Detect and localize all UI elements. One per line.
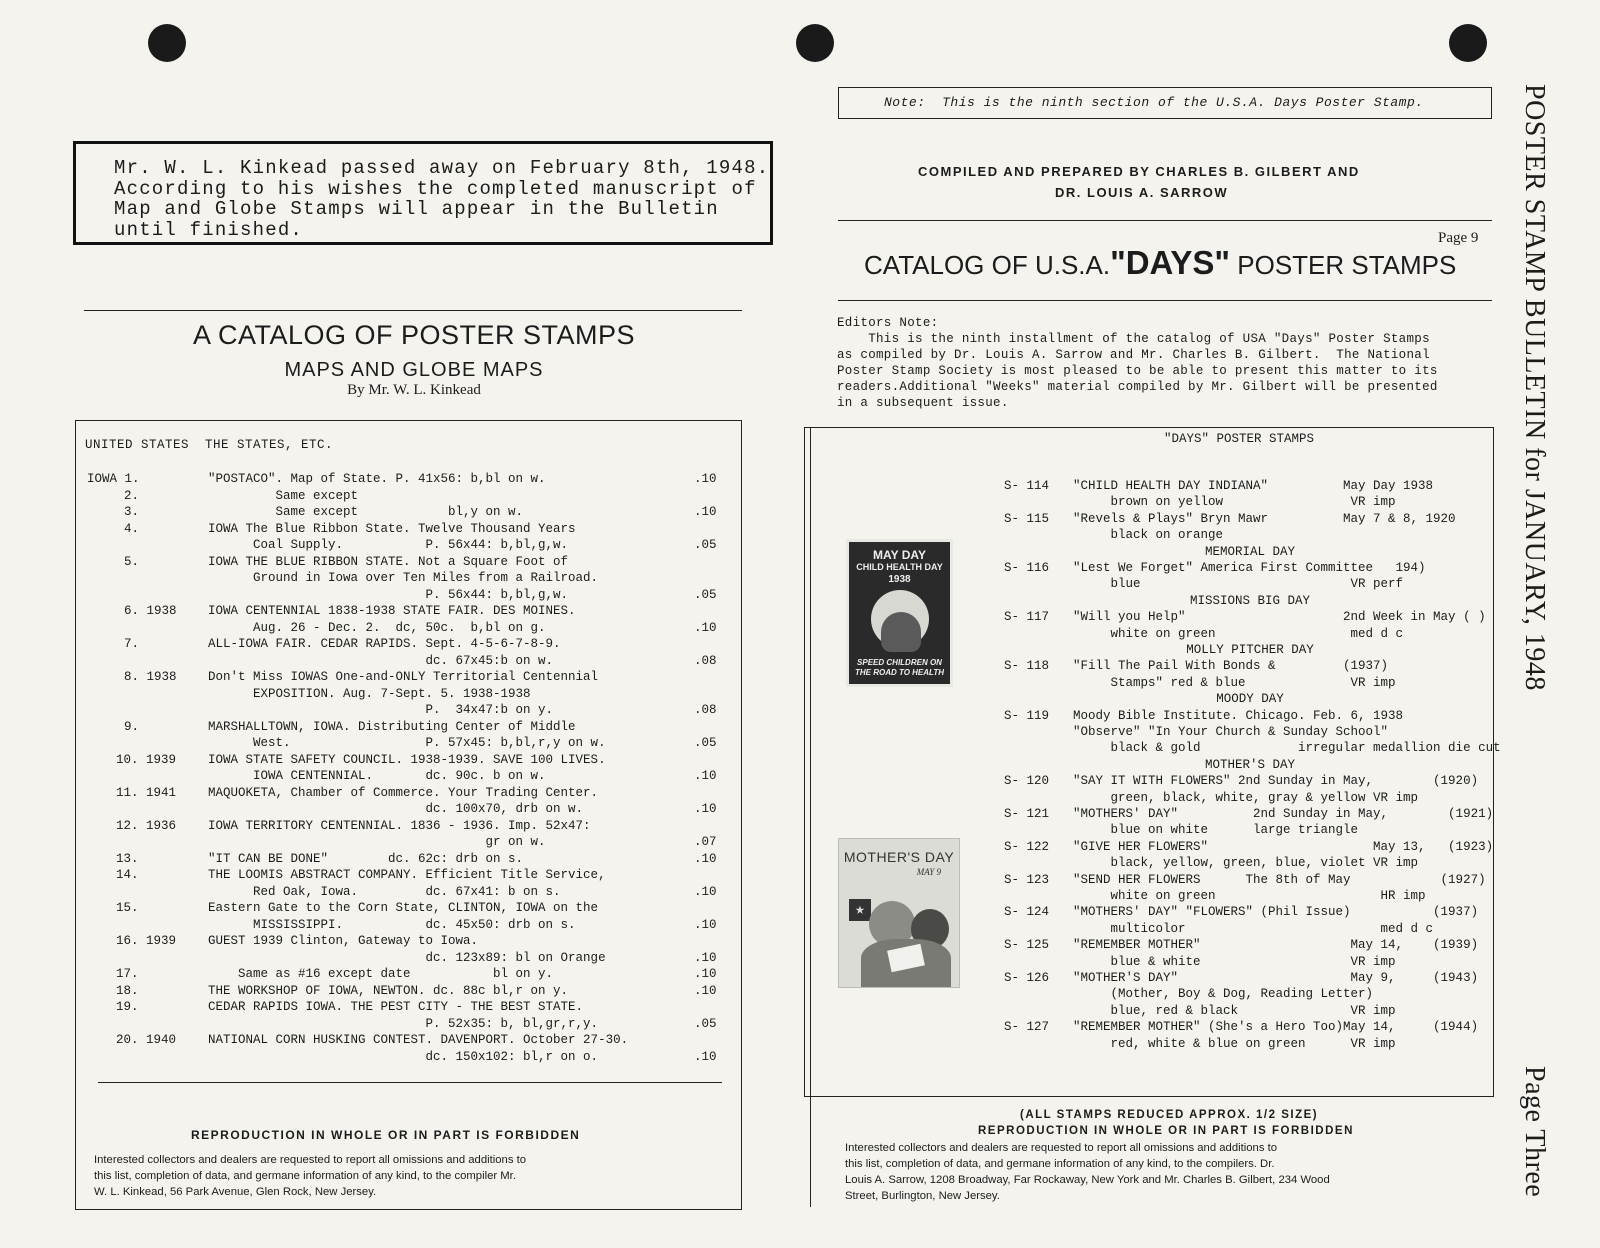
entry-description: Eastern Gate to the Corn State, CLINTON, IOWA on the <box>208 901 599 915</box>
right-footer-heading: REPRODUCTION IN WHOLE OR IN PART IS FORBIDDEN <box>978 1125 1354 1137</box>
entry-number: 7. <box>124 637 140 651</box>
notice-line: Map and Globe Stamps will appear in the Bulletin <box>114 198 719 220</box>
stamp-description: white on green med d c <box>1073 626 1404 641</box>
section-heading: UNITED STATES THE STATES, ETC. <box>85 438 334 452</box>
entry-number: IOWA 1. <box>87 472 140 486</box>
entry-number: 15. <box>116 901 139 915</box>
entry-description: EXPOSITION. Aug. 7-Sept. 5. 1938-1938 <box>208 686 531 701</box>
entry-description: IOWA STATE SAFETY COUNCIL. 1938-1939. SAVE 100 LIVES. <box>208 752 606 767</box>
entry-number: 9. <box>124 719 140 734</box>
stamp-description: blue VR perf <box>1073 577 1404 592</box>
left-footer-line: W. L. Kinkead, 56 Park Avenue, Glen Rock, New Jersey. <box>94 1186 377 1198</box>
stamp-description: blue & white VR imp <box>1073 954 1396 969</box>
divider <box>838 300 1492 301</box>
right-footer-line: Interested collectors and dealers are requested to report all omissions and additions to <box>845 1142 1278 1154</box>
editors-note-line: in a subsequent issue. <box>837 396 1009 410</box>
entry-description: IOWA CENTENNIAL 1838-1938 STATE FAIR. DES MOINES. <box>208 604 576 618</box>
editors-note-line: as compiled by Dr. Louis A. Sarrow and Mr. Charles B. Gilbert. The National <box>837 348 1430 362</box>
notice-line: until finished. <box>114 218 304 241</box>
entry-description: Same as #16 except date bl on y. <box>208 967 554 981</box>
stamp-description: "SEND HER FLOWERS The 8th of May (1927) <box>1073 872 1486 887</box>
mothers-day-stamp-image <box>838 838 960 988</box>
entry-price: .10 <box>694 967 717 981</box>
editors-note-line: readers.Additional "Weeks" material compiled by Mr. Gilbert will be presented <box>837 380 1438 394</box>
entry-number: 11. 1941 <box>116 785 177 800</box>
stamp-description: "Fill The Pail With Bonds & (1937) <box>1073 659 1389 674</box>
day-category-heading: MOLLY PITCHER DAY <box>1186 643 1314 657</box>
day-category-heading: MOTHER'S DAY <box>1204 757 1295 772</box>
entry-description: IOWA CENTENNIAL. dc. 90c. b on w. <box>208 769 546 783</box>
stamp-description: "MOTHER'S DAY" May 9, (1943) <box>1073 971 1479 985</box>
entry-description: "IT CAN BE DONE" dc. 62c: drb on s. <box>208 851 524 866</box>
left-footer-line: Interested collectors and dealers are requested to report all omissions and additions to <box>94 1154 527 1166</box>
stamp-description: "Will you Help" 2nd Week in May ( ) <box>1073 610 1486 625</box>
memorial-notice <box>73 141 773 245</box>
entry-description: "POSTACO". Map of State. P. 41x56: b,bl on w. <box>208 472 546 486</box>
title-days: "DAYS" <box>1110 244 1231 281</box>
entry-price: .07 <box>694 835 717 849</box>
stamp-text: CHILD HEALTH DAY <box>856 562 943 572</box>
entry-price: .10 <box>694 917 717 932</box>
right-footer-line: Louis A. Sarrow, 1208 Broadway, Far Rockaway, New York and Mr. Charles B. Gilbert, 234 Wood <box>845 1174 1330 1186</box>
entry-description: Red Oak, Iowa. dc. 67x41: b on s. <box>208 884 561 899</box>
entry-price: .10 <box>694 472 717 486</box>
entry-number: 14. <box>116 868 139 882</box>
stamp-text: MAY DAY <box>873 548 926 562</box>
stamp-description: black & gold irregular medallion die cut <box>1073 741 1501 756</box>
box-left-rule <box>810 427 811 1207</box>
stamp-number: S- 118 <box>1004 659 1050 674</box>
entry-price: .08 <box>694 653 717 668</box>
entry-description: Don't Miss IOWAS One-and-ONLY Territorial Centennial <box>208 670 599 684</box>
entry-price: .10 <box>694 950 717 965</box>
stamp-description: white on green HR imp <box>1073 889 1426 903</box>
entry-price: .05 <box>694 587 717 602</box>
compiled-by: COMPILED AND PREPARED BY CHARLES B. GILBERT AND <box>918 164 1360 179</box>
entry-description: dc. 123x89: bl on Orange <box>208 950 606 965</box>
punch-hole-right <box>1449 24 1487 62</box>
entry-price: .05 <box>694 1016 717 1031</box>
stamp-number: S- 124 <box>1004 905 1050 920</box>
left-footer-heading: REPRODUCTION IN WHOLE OR IN PART IS FORBIDDEN <box>191 1128 581 1142</box>
stamp-description: "SAY IT WITH FLOWERS" 2nd Sunday in May, (1920) <box>1073 774 1479 789</box>
stamp-text: SPEED CHILDREN ON <box>857 658 942 667</box>
notice-line: According to his wishes the completed manuscript of <box>114 177 757 200</box>
right-footer-line: this list, completion of data, and germane information of any kind, to the compilers. Dr. <box>845 1158 1275 1170</box>
entry-number: 12. 1936 <box>116 818 177 833</box>
compiled-by: DR. LOUIS A. SARROW <box>1055 185 1229 200</box>
editors-note-line: Editors Note: <box>837 316 939 330</box>
entry-description: MISSISSIPPI. dc. 45x50: drb on s. <box>208 917 576 932</box>
stamp-description: black on orange <box>1073 528 1224 543</box>
notice-line: Mr. W. L. Kinkead passed away on February 8th, 1948. <box>114 157 770 179</box>
stamp-description: "Lest We Forget" America First Committee 194) <box>1073 561 1426 575</box>
punch-hole-center <box>796 24 834 62</box>
day-category-heading: MOODY DAY <box>1216 692 1284 707</box>
stamp-number: S- 120 <box>1004 774 1050 789</box>
page-label: Page 9 <box>1438 230 1479 246</box>
stamp-description: black, yellow, green, blue, violet VR imp <box>1073 856 1419 871</box>
days-box-heading: "DAYS" POSTER STAMPS <box>1164 432 1315 446</box>
stamp-number: S- 125 <box>1004 938 1050 953</box>
entry-number: 4. <box>124 521 140 536</box>
entry-description: IOWA THE BLUE RIBBON STATE. Not a Square Foot of <box>208 554 569 569</box>
stamp-number: S- 114 <box>1004 479 1050 493</box>
entry-description: Same except bl,y on w. <box>208 505 524 519</box>
stamp-description: blue on white large triangle <box>1073 823 1359 838</box>
entry-description: GUEST 1939 Clinton, Gateway to Iowa. <box>208 934 479 948</box>
editors-note-line: This is the ninth installment of the catalog of USA "Days" Poster Stamps <box>837 332 1430 346</box>
entry-number: 18. <box>116 983 139 998</box>
entry-number: 5. <box>124 554 140 569</box>
stamp-description: "CHILD HEALTH DAY INDIANA" May Day 1938 <box>1073 479 1434 493</box>
entry-description: gr on w. <box>208 835 546 849</box>
byline: By Mr. W. L. Kinkead <box>347 382 481 398</box>
stamp-description: "Revels & Plays" Bryn Mawr May 7 & 8, 1920 <box>1073 511 1456 526</box>
catalog-subtitle: MAPS AND GLOBE MAPS <box>284 359 544 381</box>
stamp-description: (Mother, Boy & Dog, Reading Letter) <box>1073 987 1374 1002</box>
stamp-description: "MOTHERS' DAY" "FLOWERS" (Phil Issue) (1937) <box>1073 905 1479 920</box>
may-day-stamp-image <box>846 539 953 687</box>
entry-number: 3. <box>124 505 140 519</box>
entry-price: .10 <box>694 620 717 635</box>
entry-number: 2. <box>124 488 140 503</box>
stamp-text: MOTHER'S DAY <box>843 849 955 865</box>
stamp-description: "REMEMBER MOTHER" (She's a Hero Too)May 14, (1944) <box>1073 1020 1479 1035</box>
entry-description: dc. 67x45:b on w. <box>208 653 554 668</box>
entry-price: .10 <box>694 769 717 783</box>
divider <box>98 1082 722 1083</box>
entry-price: .10 <box>694 505 717 519</box>
stamp-number: S- 119 <box>1004 708 1050 723</box>
entry-number: 17. <box>116 967 139 981</box>
entry-price: .08 <box>694 703 717 717</box>
stamp-description: Moody Bible Institute. Chicago. Feb. 6, 1938 <box>1073 708 1404 723</box>
right-footer-line: Street, Burlington, New Jersey. <box>845 1190 1000 1202</box>
day-category-heading: MISSIONS BIG DAY <box>1189 593 1311 608</box>
entry-description: NATIONAL CORN HUSKING CONTEST. DAVENPORT. October 27-30. <box>208 1033 629 1047</box>
entry-description: Ground in Iowa over Ten Miles from a Railroad. <box>208 571 599 585</box>
stamp-number: S- 126 <box>1004 971 1050 985</box>
entry-description: West. P. 57x45: b,bl,r,y on w. <box>208 736 606 750</box>
entry-number: 8. 1938 <box>124 670 177 684</box>
entry-price: .10 <box>694 983 717 998</box>
stamp-text: THE ROAD TO HEALTH <box>854 668 945 677</box>
stamp-description: Stamps" red & blue VR imp <box>1073 675 1396 690</box>
reduced-size-note: (ALL STAMPS REDUCED APPROX. 1/2 SIZE) <box>1020 1109 1319 1121</box>
entry-price: .05 <box>694 736 717 750</box>
stamp-number: S- 121 <box>1004 807 1050 821</box>
entry-description: P. 34x47:b on y. <box>208 703 554 717</box>
punch-hole-left <box>148 24 186 62</box>
star-icon: ★ <box>849 899 871 921</box>
entry-description: CEDAR RAPIDS IOWA. THE PEST CITY - THE BEST STATE. <box>208 1000 584 1014</box>
stamp-description: blue, red & black VR imp <box>1073 1003 1396 1018</box>
divider <box>84 310 742 311</box>
divider <box>838 220 1492 221</box>
stamp-description: "Observe" "In Your Church & Sunday School" <box>1073 725 1389 739</box>
stamp-description: red, white & blue on green VR imp <box>1073 1036 1396 1051</box>
entry-description: dc. 150x102: bl,r on o. <box>208 1049 599 1064</box>
stamp-description: "REMEMBER MOTHER" May 14, (1939) <box>1073 938 1479 953</box>
stamp-description: brown on yellow VR imp <box>1073 495 1396 510</box>
bulletin-running-head: POSTER STAMP BULLETIN for JANUARY, 1948 <box>1519 84 1550 691</box>
stamp-number: S- 122 <box>1004 839 1050 854</box>
stamp-description: green, black, white, gray & yellow VR imp <box>1073 790 1419 805</box>
entry-description: P. 52x35: b, bl,gr,r,y. <box>208 1016 599 1031</box>
catalog-title: A CATALOG OF POSTER STAMPS <box>192 320 636 350</box>
entry-number: 13. <box>116 851 139 866</box>
stamp-description: "GIVE HER FLOWERS" May 13, (1923) <box>1073 839 1494 854</box>
entry-price: .10 <box>694 802 717 816</box>
entry-description: dc. 100x70, drb on w. <box>208 802 584 816</box>
entry-price: .10 <box>694 884 717 899</box>
stamp-number: S- 117 <box>1004 610 1050 625</box>
entry-description: IOWA TERRITORY CENTENNIAL. 1836 - 1936. Imp. 52x47: <box>208 818 591 833</box>
note-text: Note: This is the ninth section of the U.S.A. Days Poster Stamp. <box>884 95 1424 110</box>
stamp-number: S- 123 <box>1004 872 1050 887</box>
entry-number: 19. <box>116 1000 139 1014</box>
entry-price: .10 <box>694 851 717 866</box>
day-category-heading: MEMORIAL DAY <box>1204 544 1295 559</box>
stamp-number: S- 115 <box>1004 511 1050 526</box>
days-catalog-title <box>864 244 1456 282</box>
stamp-text: 1938 <box>888 574 911 585</box>
stamp-description: "MOTHERS' DAY" 2nd Sunday in May, (1921) <box>1073 807 1494 821</box>
entry-description: MAQUOKETA, Chamber of Commerce. Your Trading Center. <box>208 785 599 800</box>
stamp-text: MAY 9 <box>916 867 941 877</box>
entry-description: THE WORKSHOP OF IOWA, NEWTON. dc. 88c bl,r on y. <box>208 983 569 998</box>
entry-number: 20. 1940 <box>116 1033 177 1047</box>
entry-number: 10. 1939 <box>116 752 177 767</box>
stamp-description: multicolor med d c <box>1073 921 1434 936</box>
entry-description: IOWA The Blue Ribbon State. Twelve Thousand Years <box>208 521 576 536</box>
entry-price: .05 <box>694 538 717 552</box>
stamp-number: S- 116 <box>1004 561 1050 575</box>
entry-description: P. 56x44: b,bl,g,w. <box>208 587 569 602</box>
entry-number: 6. 1938 <box>124 604 177 618</box>
entry-description: Aug. 26 - Dec. 2. dc, 50c. b,bl on g. <box>208 620 546 635</box>
title-part: POSTER STAMPS <box>1230 250 1457 280</box>
page-number: Page Three <box>1519 1066 1550 1198</box>
entry-description: Coal Supply. P. 56x44: b,bl,g,w. <box>208 538 569 552</box>
entry-description: THE LOOMIS ABSTRACT COMPANY. Efficient Title Service, <box>208 868 606 882</box>
left-footer-line: this list, completion of data, and germane information of any kind, to the compiler Mr. <box>94 1170 516 1182</box>
entry-description: MARSHALLTOWN, IOWA. Distributing Center of Middle <box>208 719 576 734</box>
editors-note-line: Poster Stamp Society is most pleased to be able to present this matter to its <box>837 364 1438 378</box>
stamp-figure <box>881 612 921 652</box>
entry-description: Same except <box>208 488 359 503</box>
title-part: CATALOG OF U.S.A. <box>864 250 1111 280</box>
entry-description: ALL-IOWA FAIR. CEDAR RAPIDS. Sept. 4-5-6-7-8-9. <box>208 637 561 651</box>
entry-number: 16. 1939 <box>116 934 177 948</box>
stamp-number: S- 127 <box>1004 1020 1050 1035</box>
entry-price: .10 <box>694 1049 717 1064</box>
